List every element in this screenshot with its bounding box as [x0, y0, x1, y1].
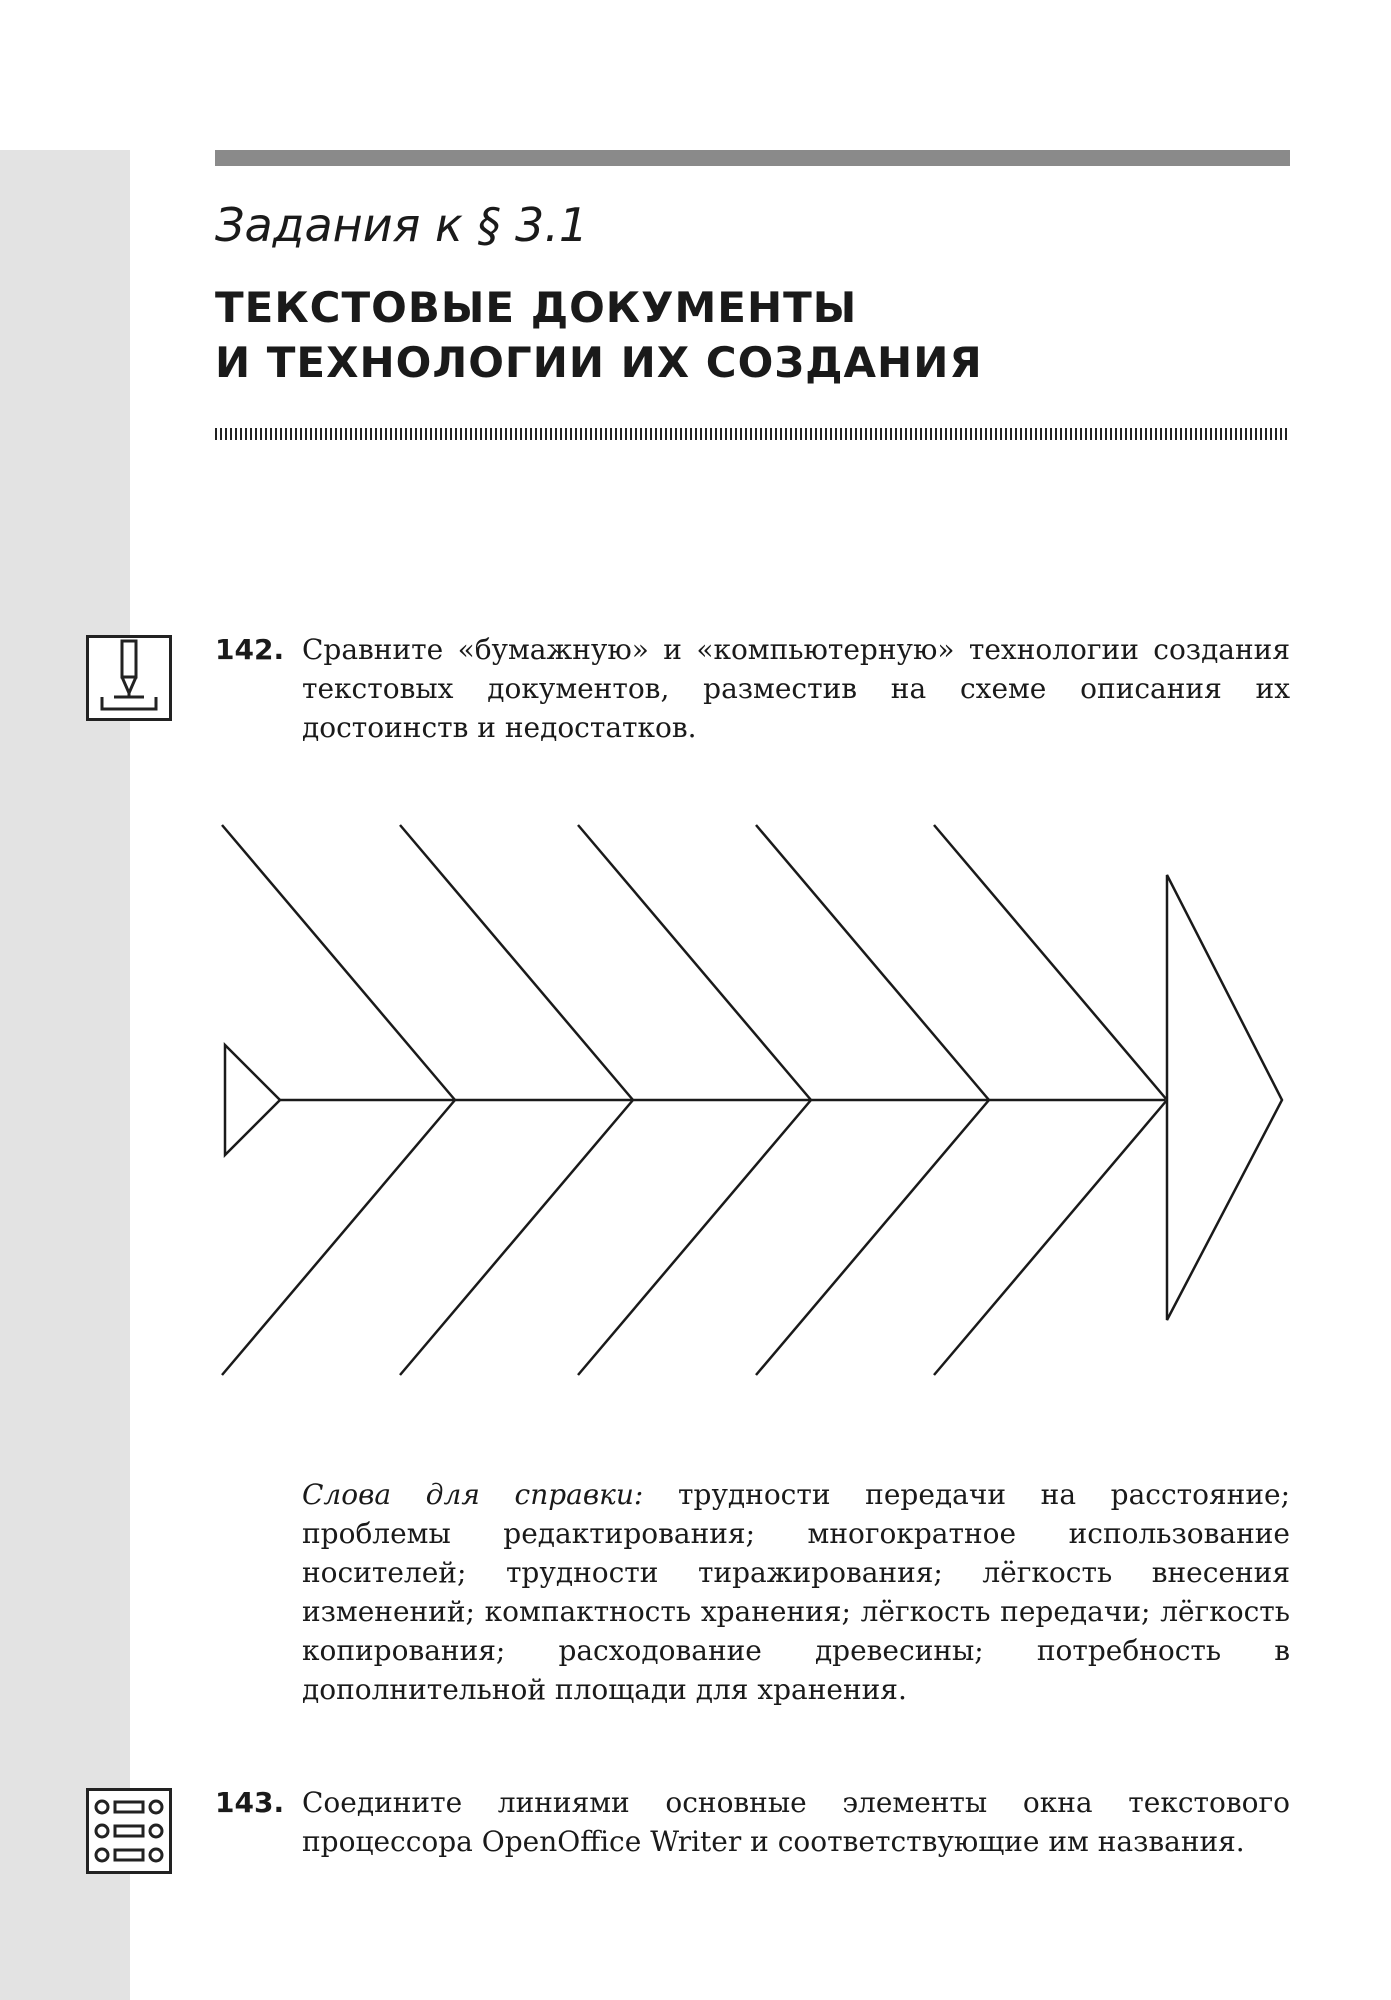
fishbone-bone [222, 825, 455, 1100]
fishbone-bone [756, 1100, 989, 1375]
task-142-text: Сравните «бумажную» и «компьютерную» технологии создания текстовых документов, разместив на схеме описания их достоинств и недостатков. [302, 633, 1290, 744]
fishbone-bone [934, 1100, 1167, 1375]
task-143 [215, 1783, 1290, 1861]
fishbone-head [1167, 875, 1282, 1320]
pen-writing-icon [86, 635, 172, 721]
hints-label: Слова для справки: [302, 1478, 644, 1511]
task-142 [215, 630, 1290, 747]
task-143-text: Соедините линиями основные элементы окна текстового процессора OpenOffice Writer и соответствующие им названия. [302, 1786, 1290, 1858]
task-142-hints [302, 1475, 1290, 1709]
task-143-number: 143. [215, 1786, 285, 1819]
fishbone-bone [578, 825, 811, 1100]
fishbone-bone [756, 825, 989, 1100]
header-top-bar [215, 150, 1290, 166]
matching-icon [86, 1788, 172, 1874]
fishbone-diagram [200, 815, 1300, 1395]
fishbone-lower-bones [222, 1100, 1167, 1375]
fishbone-tail [225, 1045, 280, 1155]
section-title [215, 280, 983, 391]
header-hatch-divider [215, 428, 1290, 440]
fishbone-upper-bones [222, 825, 1167, 1100]
fishbone-bone [934, 825, 1167, 1100]
fishbone-bone [222, 1100, 455, 1375]
section-title-line-2: И ТЕХНОЛОГИИ ИХ СОЗДАНИЯ [215, 338, 983, 388]
section-label: Задания к § 3.1 [215, 198, 589, 252]
fishbone-bone [400, 1100, 633, 1375]
page-margin-band [0, 150, 130, 2000]
fishbone-bone [400, 825, 633, 1100]
section-title-line-1: ТЕКСТОВЫЕ ДОКУМЕНТЫ [215, 283, 858, 332]
hints-text: трудности передачи на расстояние; проблемы редактирования; многократное использование носителей; трудности тиражирования; лёгкость внесения изменений; компактность хранения; лёгкость передачи; лёгкость копирования; расходование древесины; потребность в дополнительной площади для хранения. [302, 1478, 1290, 1706]
task-142-number: 142. [215, 633, 285, 666]
fishbone-bone [578, 1100, 811, 1375]
